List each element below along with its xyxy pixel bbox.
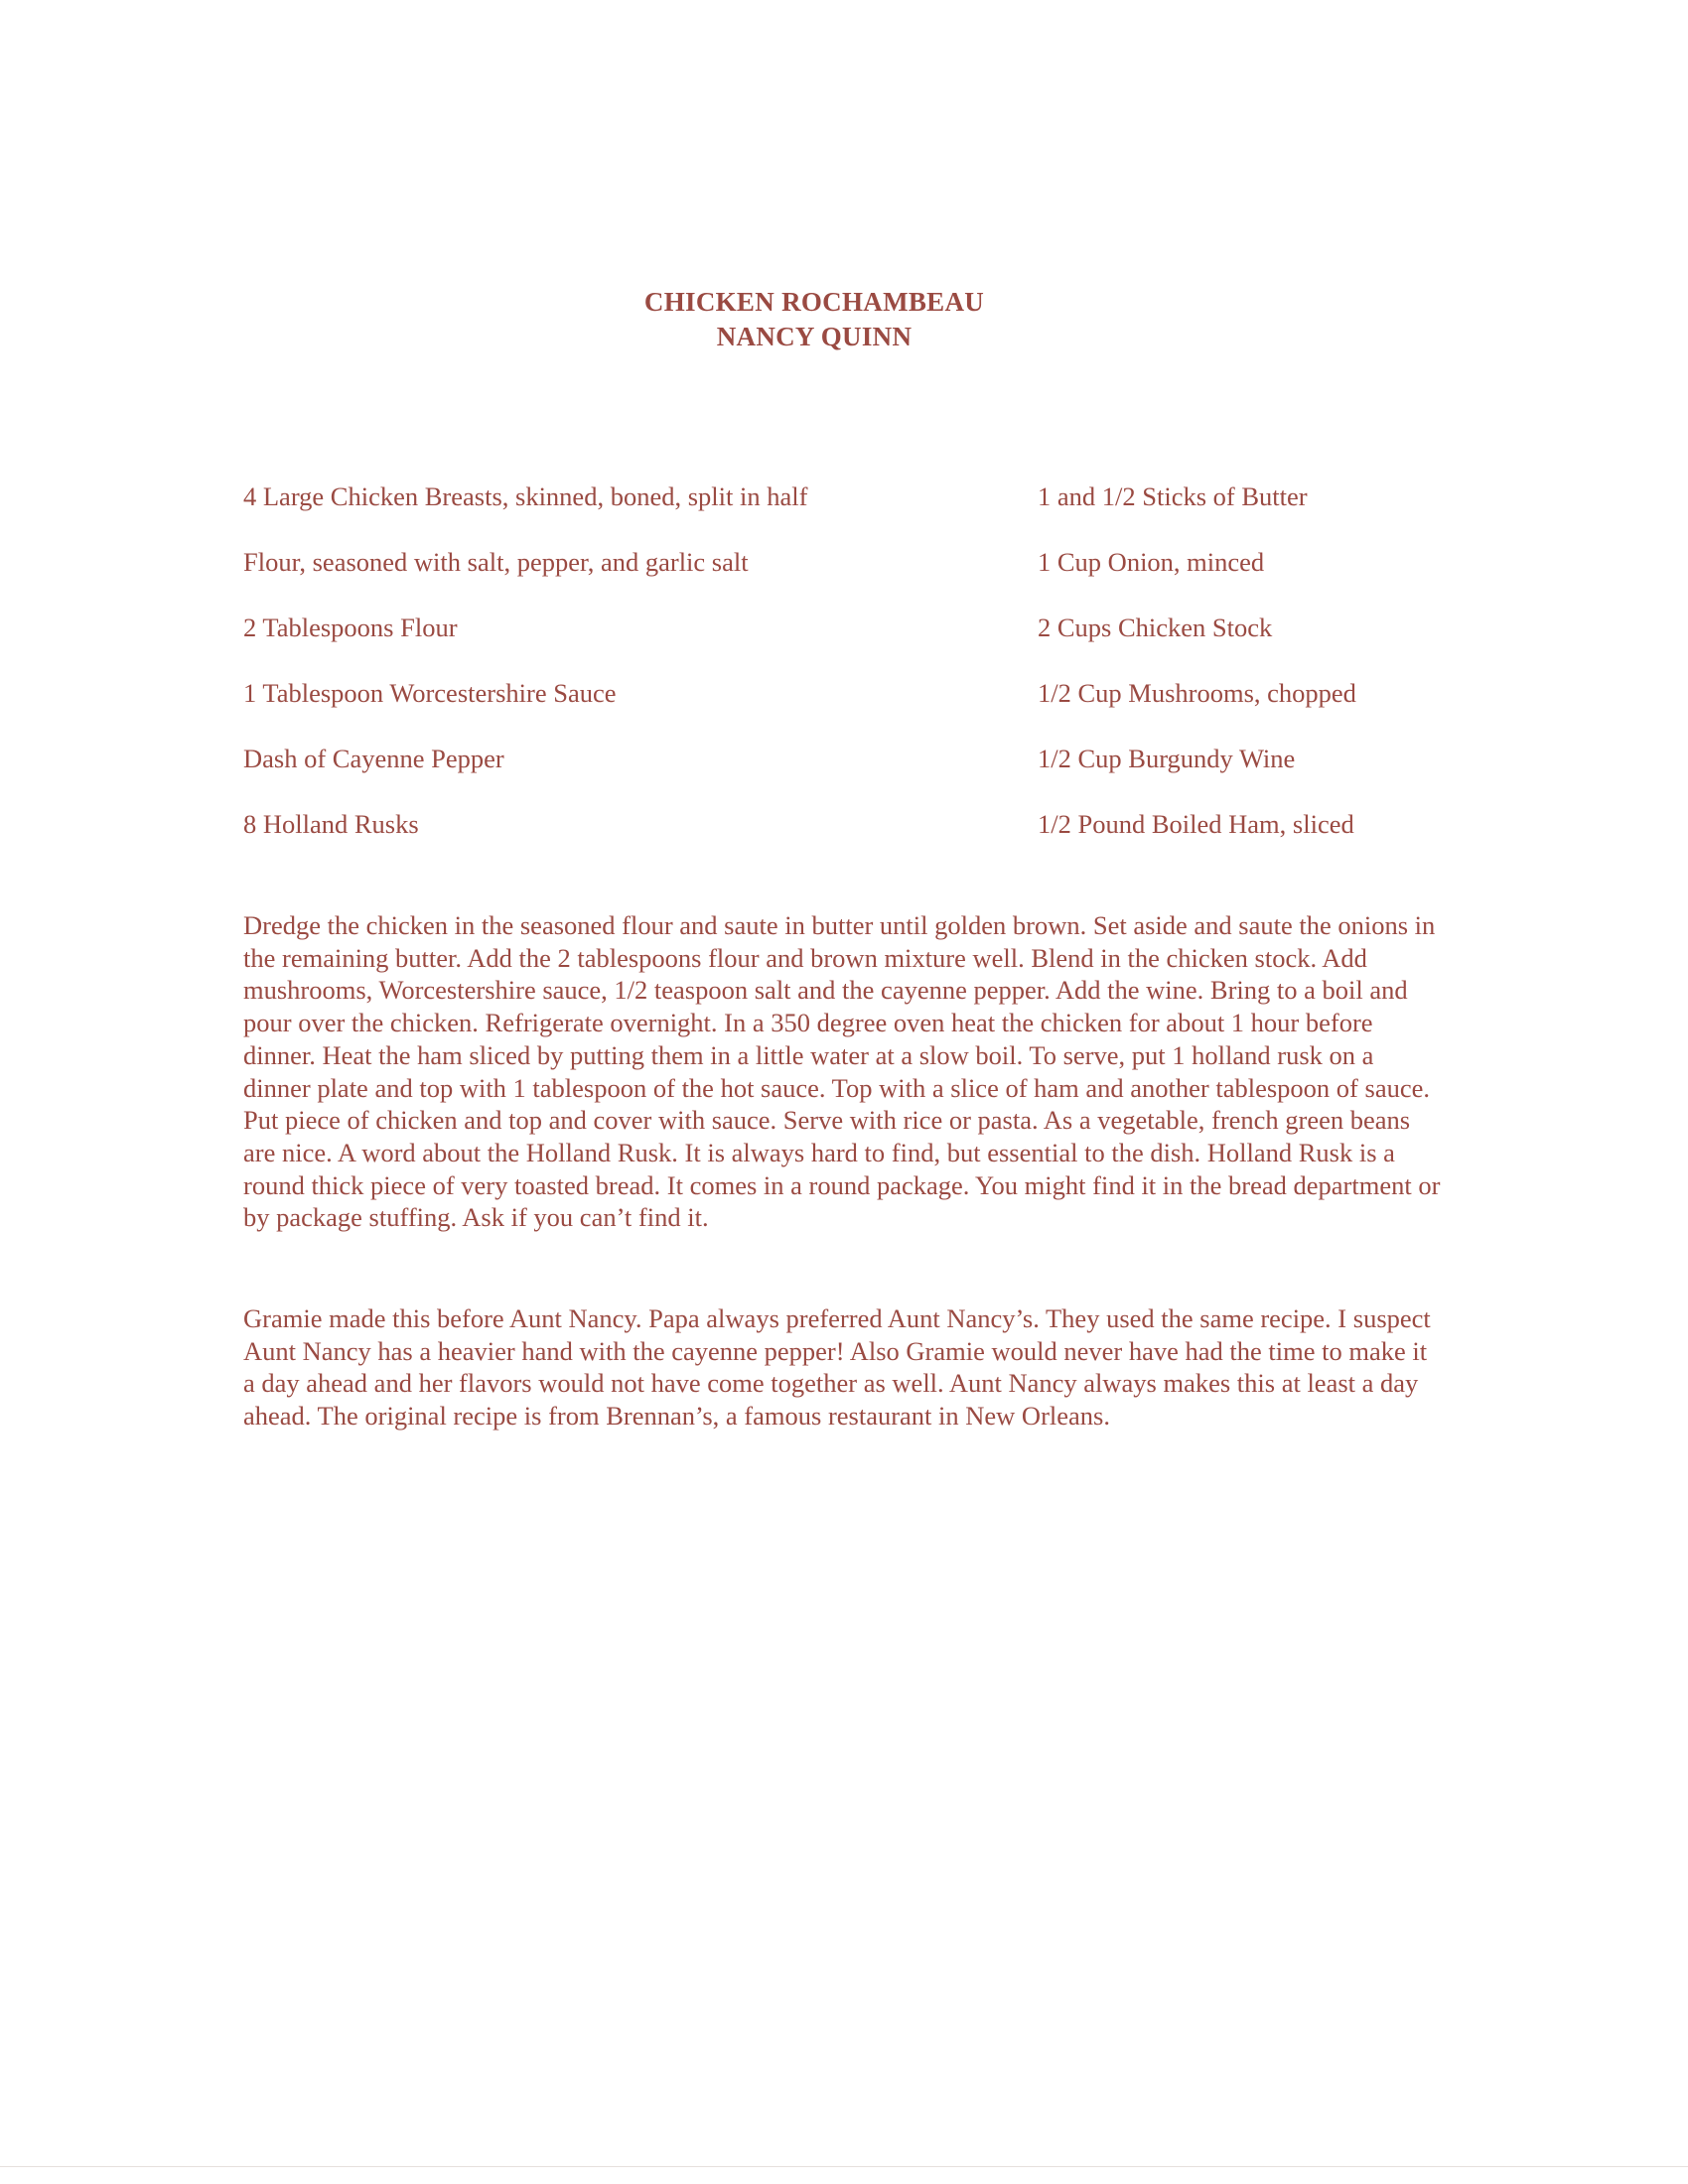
ingredients-right-column (1038, 480, 1455, 874)
ingredient-item: Flour, seasoned with salt, pepper, and garlic salt (243, 547, 749, 577)
ingredient-item: Dash of Cayenne Pepper (243, 744, 504, 773)
ingredient-item: 2 Tablespoons Flour (243, 613, 458, 642)
scan-edge-line (0, 2166, 1688, 2167)
ingredient-item: 1/2 Pound Boiled Ham, sliced (1038, 809, 1354, 839)
ingredient-item: 1 Cup Onion, minced (1038, 547, 1265, 577)
family-note-paragraph: Gramie made this before Aunt Nancy. Papa always preferred Aunt Nancy’s. They used the same recipe. I suspect Aunt Nancy has a heavier hand with the cayenne pepper! Also Gramie would never have had the time to make it a day ahead and her flavors would not have come together as well. Aunt Nancy always makes this at least a day ahead. The original recipe is from Brennan’s, a famous restaurant in New Orleans. (243, 1303, 1431, 1432)
ingredient-item: 1/2 Cup Burgundy Wine (1038, 744, 1296, 773)
recipe-author: NANCY QUINN (716, 322, 913, 351)
ingredient-item: 1 and 1/2 Sticks of Butter (1038, 481, 1308, 511)
ingredient-item: 4 Large Chicken Breasts, skinned, boned, split in half (243, 481, 808, 511)
ingredients-list (243, 480, 1435, 858)
ingredients-left-column (243, 480, 1018, 874)
ingredient-item: 1 Tablespoon Worcestershire Sauce (243, 678, 617, 708)
ingredient-item: 8 Holland Rusks (243, 809, 419, 839)
recipe-title: CHICKEN ROCHAMBEAU (643, 287, 985, 317)
ingredient-item: 1/2 Cup Mushrooms, chopped (1038, 678, 1356, 708)
ingredient-item: 2 Cups Chicken Stock (1038, 613, 1273, 642)
directions-paragraph: Dredge the chicken in the seasoned flour and saute in butter until golden brown. Set aside and saute the onions in the remaining butter. Add the 2 tablespoons flour and brown mixture well. Blend in the chicken stock. Add mushrooms, Worcestershire sauce, 1/2 teaspoon salt and the cayenne pepper. Add the wine. Bring to a boil and pour over the chicken. Refrigerate overnight. In a 350 degree oven heat the chicken for about 1 hour before dinner. Heat the ham sliced by putting them in a little water at a slow boil. To serve, put 1 holland rusk on a dinner plate and top with 1 tablespoon of the hot sauce. Top with a slice of ham and another tablespoon of sauce. Put piece of chicken and top and cover with sauce. Serve with rice or pasta. As a vegetable, french green beans are nice. A word about the Holland Rusk. It is always hard to find, but essential to the dish. Holland Rusk is a round thick piece of very toasted bread. It comes in a round package. You might find it in the bread department or by package stuffing. Ask if you can’t find it. (243, 910, 1441, 1233)
title-block (0, 285, 1628, 354)
